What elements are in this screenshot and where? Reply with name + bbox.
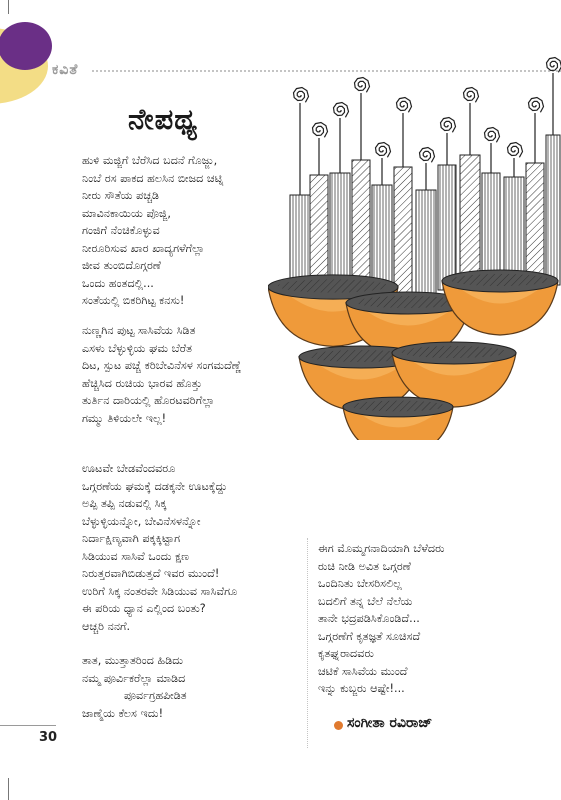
column-divider xyxy=(307,538,308,748)
page-number: 30 xyxy=(39,730,58,745)
poem-line: ಈ ಪರಿಯ ಧ್ಯಾನ ಎಲ್ಲಿಂದ ಬಂತು? xyxy=(82,602,206,615)
stanza-4 xyxy=(82,652,187,722)
poem-line: ರುಚಿ ನೀಡಿ ಅವಿತ ಒಗ್ಗರಣೆ xyxy=(318,559,411,573)
poem-line: ನಮ್ಮ ಪೂರ್ವಿಕರೆಲ್ಲಾ ಮಾಡಿದ xyxy=(82,671,186,685)
poem-line: ಉರಿಗೆ ಸಿಕ್ಕ ನಂತರವೇ ಸಿಡಿಯುವ ಸಾಸಿವೆಗೂ xyxy=(82,584,238,598)
author-name: ಸಂಗೀತಾ ರವಿರಾಜ್ xyxy=(347,715,433,731)
poem-line: ತಾನೇ ಭದ್ರಪಡಿಸಿಕೊಂಡಿದೆ... xyxy=(318,612,420,625)
stanza-1 xyxy=(82,152,223,310)
page-number-rule xyxy=(0,725,56,726)
poem-line: ನಿರುತ್ತರವಾಗಿಬಿಡುತ್ತದೆ ಇವರ ಮುಂದೆ! xyxy=(82,567,220,580)
poem-line: ಅಪ್ಪಿ ತಪ್ಪಿ ನಡುವಲ್ಲಿ ಸಿಕ್ಕ xyxy=(82,497,167,510)
poem-line: ತಾತ, ಮುತ್ತಾತರಿಂದ ಹಿಡಿದು xyxy=(82,654,184,667)
poem-line: ಹುಳಿ ಮಜ್ಜಿಗೆ ಬೆರೆಸಿದ ಬದನೆ ಗೊಜ್ಜು, xyxy=(82,154,218,167)
poem-line: ಹೆಚ್ಚಿಸಿದ ರುಚಿಯ ಭಾರವ ಹೊತ್ತು xyxy=(82,376,203,390)
stanza-5 xyxy=(318,540,445,698)
poem-line: ನೀರು ಸೌತೆಯ ಪಚ್ಚಡಿ xyxy=(82,189,160,202)
poem-line: ಒಗ್ಗರಣೆಯ ಘಮಕ್ಕೆ ದಡಕ್ಕನೇ ಊಟಕ್ಕೆದ್ದು xyxy=(82,479,228,493)
poem-line: ದಿಟ, ಸ್ಪುಟ ಪಚ್ಚೆ ಕರಿಬೇವಿನೆಸಳ ಸಂಗಮದೆಣ್ಣೆ xyxy=(82,359,242,372)
poem-line: ಮಾವಿನಕಾಯಿಯ ಪೊಜ್ಜಿ, xyxy=(82,206,171,220)
header-circle-purple xyxy=(0,22,52,70)
poem-line: ಎಸಳು ಬೆಳ್ಳುಳ್ಳಿಯ ಘಮ ಬೆರೆತ xyxy=(82,341,193,355)
poem-line: ಗಮ್ಮು ತಿಳಿಯಲೇ ಇಲ್ಲ! xyxy=(82,411,167,425)
poem-line: ಸಿಡಿಯುವ ಸಾಸಿವೆ ಒಂದು ಕ್ಷಣ xyxy=(82,549,190,563)
poem-line: ಒಂದು ಹಂತದಲ್ಲಿ... xyxy=(82,276,154,290)
stanza-2 xyxy=(82,322,241,427)
poem-line: ಚಟಿಕೆ ಸಾಸಿವೆಯ ಮುಂದೆ xyxy=(318,664,408,678)
bowls xyxy=(268,270,558,440)
poem-line: ಪೂರ್ವಗ್ರಹಪೀಡಿತ xyxy=(124,689,187,702)
poem-line: ಈಗ ಮೊಮ್ಮಗನಾದಿಯಾಗಿ ಬೆಳೆದರು xyxy=(318,542,445,555)
poem-line: ಆಚ್ಚರಿ ನನಗೆ. xyxy=(82,619,131,633)
poem-line: ಜಾಣ್ಮೆಯ ಕೆಲಸ ಇದು! xyxy=(82,706,164,720)
chimney-stalks xyxy=(290,58,561,306)
crop-mark-top xyxy=(8,0,19,14)
poem-title: ನೇಪಥ್ಯ xyxy=(128,102,198,136)
poem-line: ನಿರ್ದಾಕ್ಷಿಣ್ಯವಾಗಿ ಪಕ್ಕಕ್ಕಿಟ್ಟಾಗ xyxy=(82,532,181,545)
poem-line: ಗಂಜಿಗೆ ನೆಂಚಿಕೊಳ್ಳುವ xyxy=(82,224,160,237)
author-bullet-icon xyxy=(334,721,343,730)
poem-line: ಸಂತೆಯಲ್ಲಿ ಬಿಕರಿಗಿಟ್ಟ ಕನಸು! xyxy=(82,294,185,307)
poem-line: ಜೀವ ತುಂಬಿದೊಗ್ಗರಣೆ xyxy=(82,259,162,272)
poem-line: ತುರ್ತಿನ ದಾರಿಯಲ್ಲಿ ಹೊರಟವರಿಗೆಲ್ಲಾ xyxy=(82,394,215,407)
poem-line: ಒಗ್ಗರಣೆಗೆ ಕೃತಜ್ಞತೆ ಸೂಚಿಸದೆ xyxy=(318,629,421,643)
poem-illustration xyxy=(268,55,561,440)
poem-line: ಊಟವೇ ಬೇಡವೆಂದವರೂ xyxy=(82,462,176,475)
crop-mark-bottom xyxy=(8,778,19,800)
poem-line: ಕೃತಘ್ನರಾದವರು xyxy=(318,647,374,660)
poem-line: ಬದಲಿಗೆ ತನ್ನ ಬೆಲೆ ನೆಲೆಯ xyxy=(318,594,413,608)
poem-line: ಇನ್ನು ಕುಬ್ಜರು ಆಷ್ಟೇ!... xyxy=(318,682,405,695)
section-label: ಕವಿತೆ xyxy=(52,62,79,78)
poem-line: ನಿಂಬೆ ರಸ ಪಾಕದ ಹಲಸಿನ ಬೀಜದ ಚಟ್ನಿ xyxy=(82,171,224,185)
poem-line: ಬೆಳ್ಳುಳ್ಳಿಯನ್ನೋ, ಬೇವಿನೆಸಳನ್ನೋ xyxy=(82,514,201,528)
stanza-3 xyxy=(82,460,237,635)
poem-line: ನೀರೂರಿಸುವ ಖಾರ ಖಾದ್ಯಗಳೆಗೆಲ್ಲಾ xyxy=(82,241,205,255)
poem-line: ಒಂದಿನಿತು ಬೇಸರಿಸಲಿಲ್ಲ xyxy=(318,577,402,590)
poem-line: ನುಣ್ಣಗಿನ ಪುಟ್ಟ ಸಾಸಿವೆಯ ಸಿಡಿತ xyxy=(82,324,196,337)
